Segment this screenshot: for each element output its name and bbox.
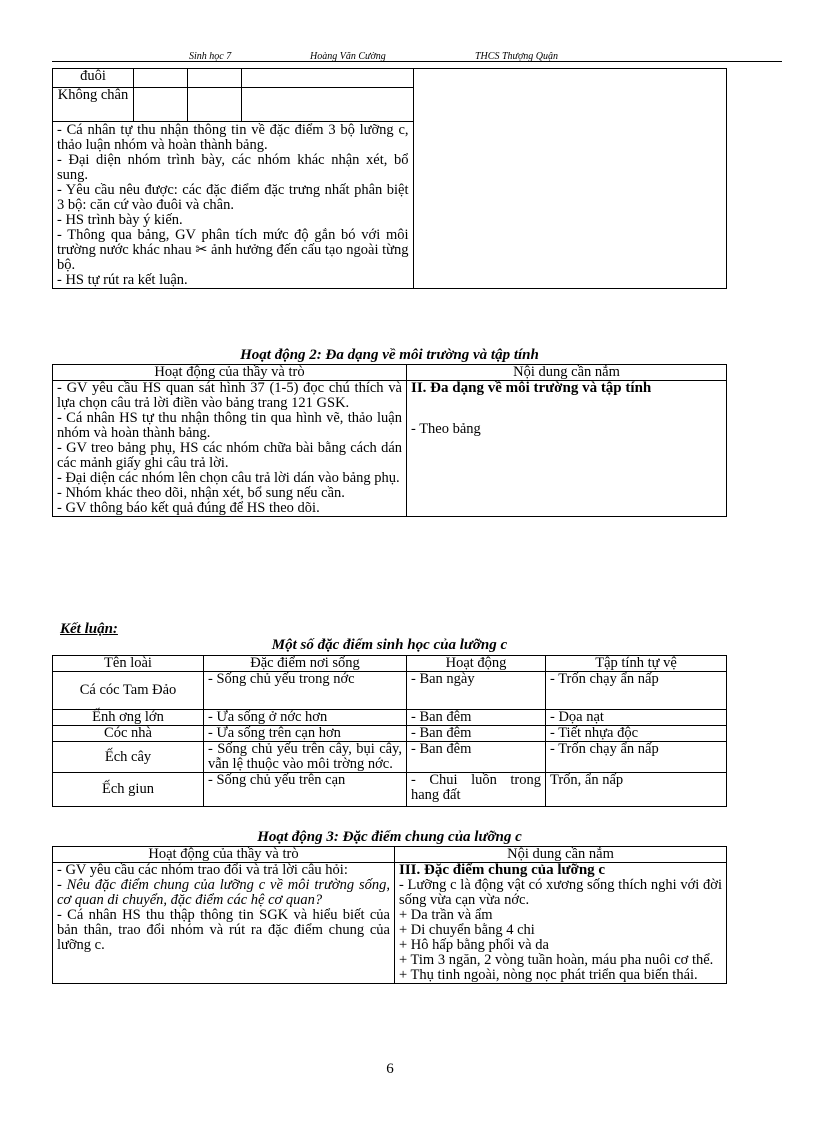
activity3-right-line: - Lưỡng c là động vật có xương sống thích nghi với đời sống vừa cạn vừa nớc.	[399, 877, 722, 908]
bio-cell: - Trốn chạy ẩn nấp	[546, 672, 727, 710]
bio-cell: Cá cóc Tam Đảo	[53, 672, 204, 710]
activity3-left	[53, 863, 395, 984]
bio-cell: - Sống chủ yếu trên cây, bụi cây, vẫn lệ thuộc vào môi trờng nớc.	[204, 742, 407, 773]
activity2-line: - GV thông báo kết quả đúng để HS theo dõi.	[57, 500, 320, 516]
bio-header: Hoạt động	[407, 656, 546, 672]
bio-header: Tên loài	[53, 656, 204, 672]
header-school: THCS Thượng Quận	[475, 51, 559, 62]
top-right-cell	[413, 69, 726, 289]
top-line: - Thông qua bảng, GV phân tích mức độ gắn bó với môi trường nước khác nhau ✂ ảnh hưởng đến cấu tạo ngoài từng bộ.	[57, 226, 409, 273]
activity3-title: Hoạt động 3: Đặc điểm chung của lưỡng c	[257, 829, 522, 845]
bio-cell: - Ưa sống ở nớc hơn	[204, 710, 407, 726]
top-line: - HS trình bày ý kiến.	[57, 211, 183, 228]
activity3-line: - GV yêu cầu các nhóm trao đổi và trả lời câu hỏi:	[57, 862, 348, 878]
activity2-col1: Hoạt động của thầy và trò	[53, 365, 407, 381]
bio-cell: Ếch cây	[53, 742, 204, 773]
top-table	[52, 68, 727, 289]
activity2-col2: Nội dung cần nắm	[407, 365, 727, 381]
page-header	[52, 49, 782, 62]
bio-cell: - Sống chủ yếu trên cạn	[204, 773, 407, 807]
activity3-right	[395, 863, 727, 984]
bio-cell: - Ưa sống trên cạn hơn	[204, 726, 407, 742]
bio-table	[52, 655, 727, 807]
bio-cell: - Tiết nhựa độc	[546, 726, 727, 742]
bio-table-title: Một số đặc điểm sinh học của lưỡng c	[271, 637, 508, 653]
activity2-line: - Nhóm khác theo dõi, nhận xét, bổ sung nếu cần.	[57, 485, 345, 501]
activity2-line: - GV yêu cầu HS quan sát hình 37 (1-5) đọc chú thích và lựa chọn câu trả lời điền vào bảng trang 121 GSK.	[57, 380, 402, 411]
bio-header: Tập tính tự vệ	[546, 656, 727, 672]
top-line: - Cá nhân tự thu nhận thông tin về đặc điểm 3 bộ lưỡng c, thảo luận nhóm và hoàn thành bảng.	[57, 121, 409, 153]
top-inner-table	[53, 69, 413, 122]
activity3-right-line: + Hô hấp bằng phổi và da	[399, 937, 549, 953]
activity3-table	[52, 846, 727, 984]
bio-cell: Ếnh ơng lớn	[53, 710, 204, 726]
bio-cell: - Dọa nạt	[546, 710, 727, 726]
row-label-duoi: đuôi	[53, 69, 134, 87]
activity3-right-line: + Da trần và ẩm	[399, 907, 493, 923]
bio-cell: - Ban đêm	[407, 710, 546, 726]
activity2-table	[52, 364, 727, 517]
bio-cell: Trốn, ẩn nấp	[546, 773, 727, 807]
activity2-left	[53, 381, 407, 517]
bio-cell: - Trốn chạy ẩn nấp	[546, 742, 727, 773]
bio-cell: - Ban ngày	[407, 672, 546, 710]
activity2-title: Hoạt động 2: Đa dạng về môi trường và tập tính	[240, 347, 539, 363]
activity3-right-heading: III. Đặc điểm chung của lưỡng c	[399, 862, 606, 878]
header-teacher: Hoàng Văn Cường	[310, 51, 386, 62]
activity2-line: - Đại diện các nhóm lên chọn câu trả lời dán vào bảng phụ.	[57, 470, 400, 486]
top-line: - HS tự rút ra kết luận.	[57, 271, 188, 288]
top-line: - Đại diện nhóm trình bày, các nhóm khác nhận xét, bổ sung.	[57, 151, 409, 183]
activity3-question: - Nêu đặc điểm chung của lưỡng c về môi trường sống, cơ quan di chuyển, đặc điểm các hệ cơ quan?	[57, 877, 390, 908]
top-line: - Yêu cầu nêu được: các đặc điểm đặc trưng nhất phân biệt 3 bộ: căn cứ vào đuôi và chân.	[57, 181, 409, 213]
bio-cell: - Ban đêm	[407, 726, 546, 742]
page-number: 6	[386, 1061, 394, 1077]
activity3-col1: Hoạt động của thầy và trò	[53, 847, 395, 863]
row-label-khong-chan: Không chân	[53, 87, 134, 121]
activity3-right-line: + Thụ tinh ngoài, nòng nọc phát triển qua biến thái.	[399, 967, 698, 983]
bio-cell: - Sống chủ yếu trong nớc	[204, 672, 407, 710]
activity2-right	[407, 381, 727, 517]
top-left-text	[53, 122, 413, 288]
header-subject: Sinh học 7	[189, 51, 232, 62]
bio-header: Đặc điểm nơi sống	[204, 656, 407, 672]
activity2-line: - GV treo bảng phụ, HS các nhóm chữa bài bằng cách dán các mảnh giấy ghi câu trả lời.	[57, 440, 402, 471]
activity2-right-heading: II. Đa dạng về môi trường và tập tính	[411, 380, 652, 396]
activity2-right-text: - Theo bảng	[411, 421, 481, 437]
activity2-line: - Cá nhân HS tự thu nhận thông tin qua hình vẽ, thảo luận nhóm và hoàn thành bảng.	[57, 410, 402, 441]
bio-cell: - Ban đêm	[407, 742, 546, 773]
activity3-col2: Nội dung cần nắm	[395, 847, 727, 863]
top-left-cell	[53, 69, 414, 289]
conclusion-label: Kết luận:	[60, 621, 118, 637]
bio-cell: - Chui luồn trong hang đất	[407, 773, 546, 807]
activity3-line: - Cá nhân HS thu thập thông tin SGK và hiểu biết của bản thân, trao đổi nhóm và rút ra đặc điểm chung của lưỡng c.	[57, 907, 390, 953]
activity3-right-line: + Tim 3 ngăn, 2 vòng tuần hoàn, máu pha nuôi cơ thể.	[399, 952, 714, 968]
bio-cell: Cóc nhà	[53, 726, 204, 742]
bio-cell: Ếch giun	[53, 773, 204, 807]
activity3-right-line: + Di chuyển bằng 4 chi	[399, 922, 535, 938]
